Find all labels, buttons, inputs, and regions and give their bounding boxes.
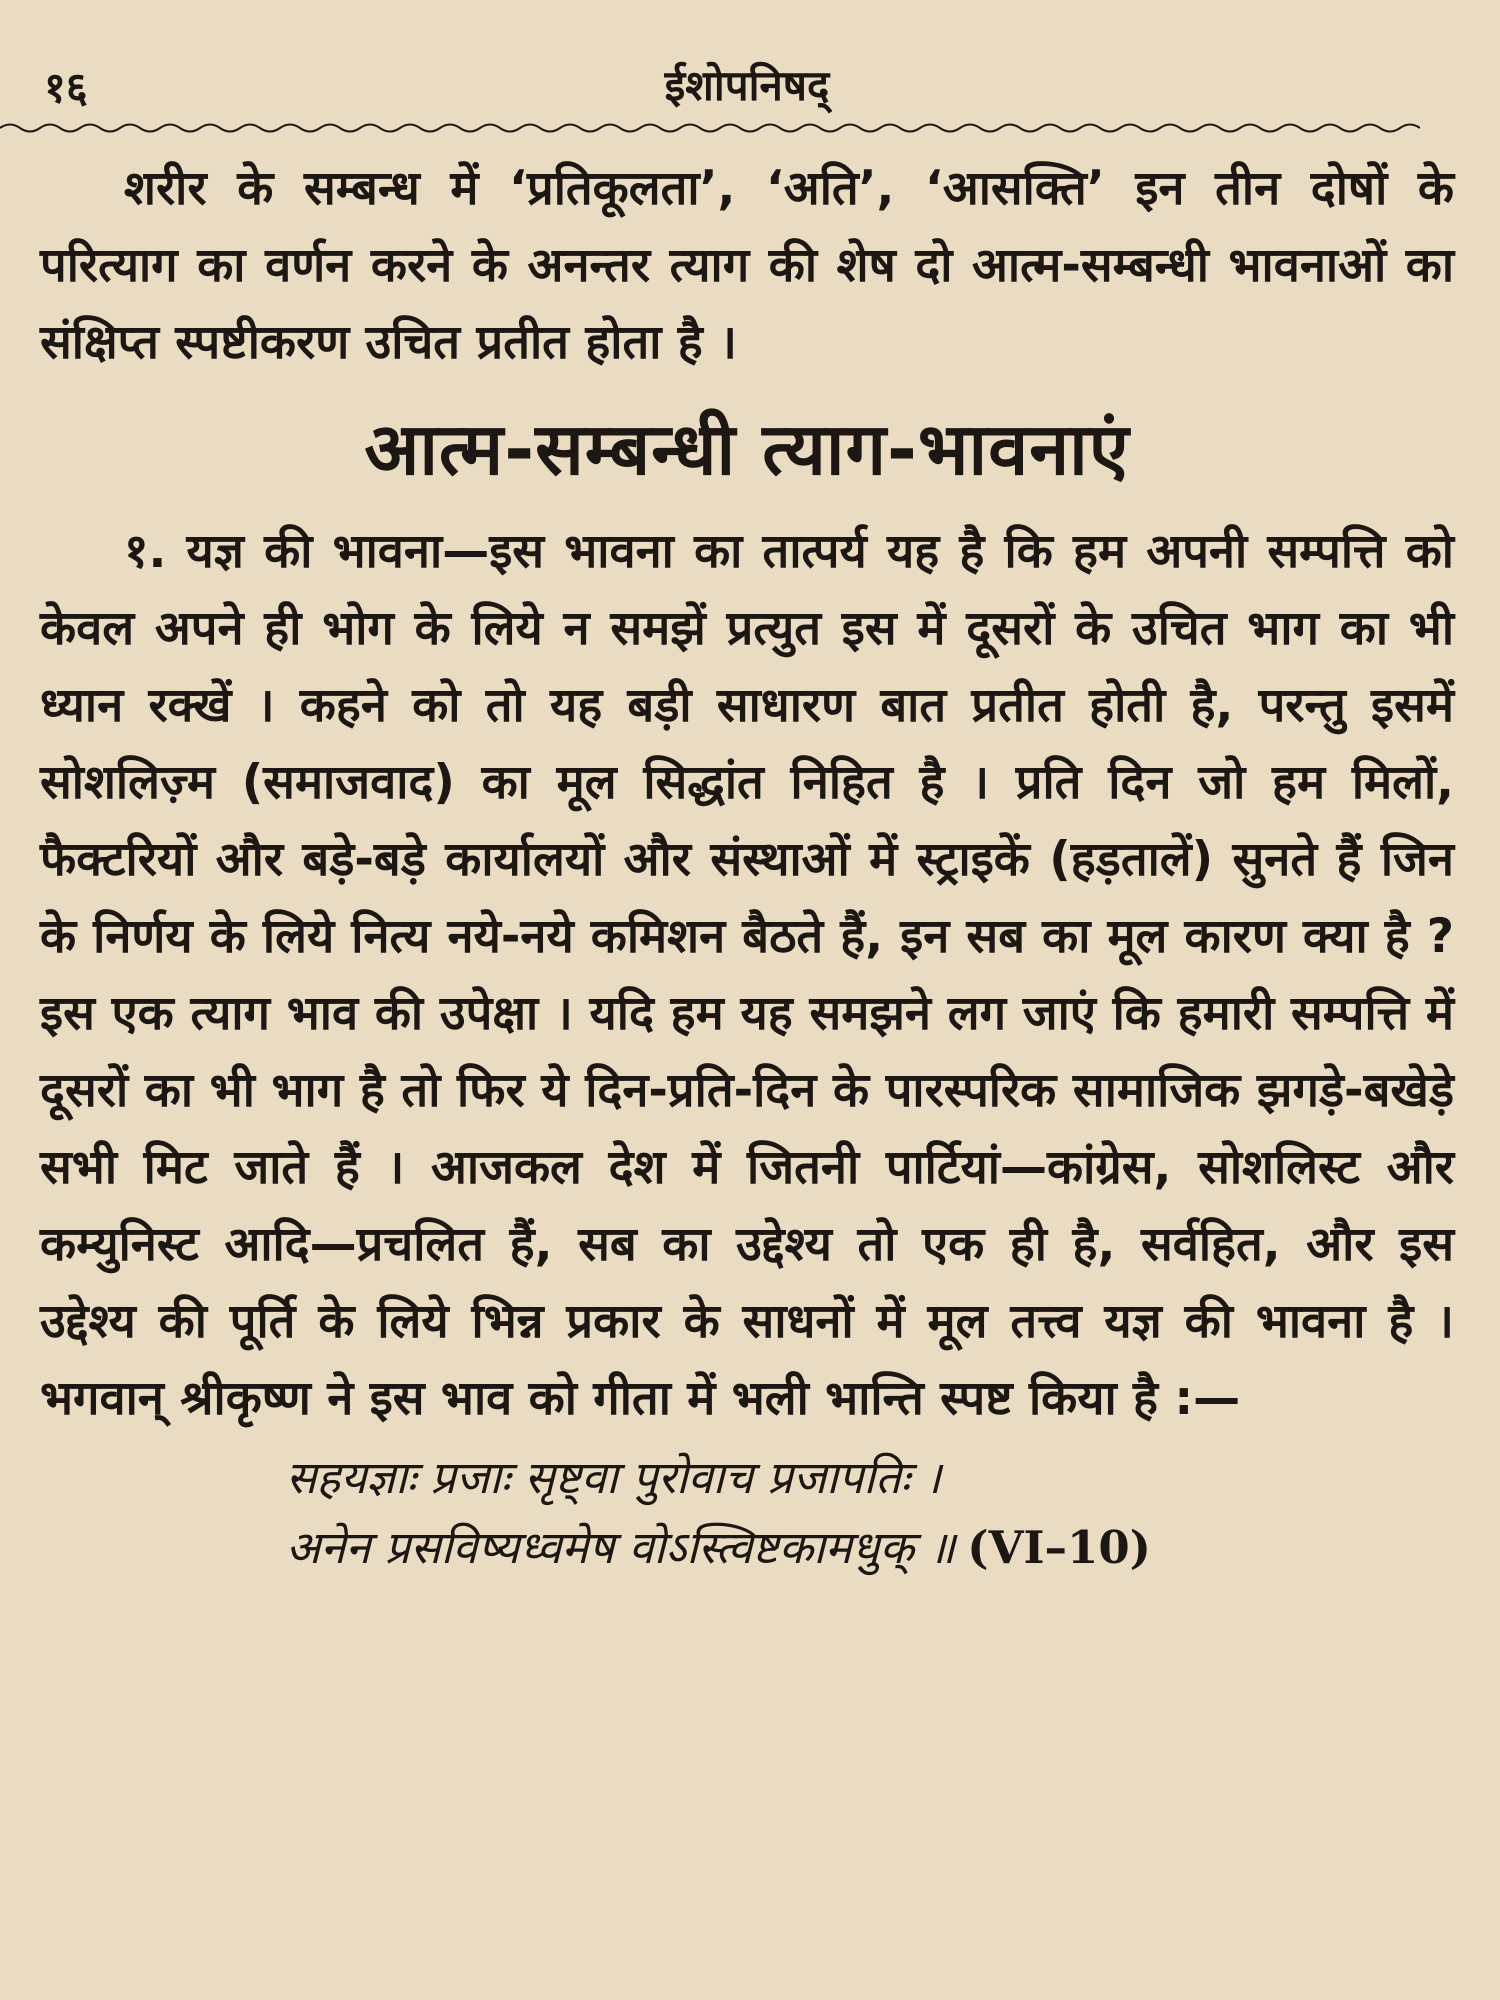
verse-line-2: अनेन प्रसविष्यध्वमेष वोऽस्त्विष्टकामधुक् ॥ bbox=[286, 1521, 956, 1574]
page-content bbox=[40, 150, 1454, 1583]
running-title: ईशोपनिषद् bbox=[664, 61, 830, 110]
wavy-rule-divider bbox=[0, 120, 1420, 136]
verse-block bbox=[286, 1443, 1454, 1583]
verse-line-1: सहयज्ञाः प्रजाः सृष्ट्वा पुरोवाच प्रजापतिः । bbox=[286, 1451, 942, 1504]
page-header bbox=[40, 0, 1454, 110]
verse-reference: (VI–10) bbox=[967, 1521, 1151, 1574]
page-number: १६ bbox=[44, 63, 88, 112]
verse-line-2-wrapper bbox=[286, 1513, 1454, 1583]
main-paragraph: १. यज्ञ की भावना—इस भावना का तात्पर्य यह है कि हम अपनी सम्पत्ति को केवल अपने ही भोग के लिये न समझें प्रत्युत इस में दूसरों के उचित भाग का भी ध्यान रक्खें । कहने को तो यह बड़ी साधारण बात प्रतीत होती है, परन्तु इसमें सोशलिज़्म (समाजवाद) का मूल सिद्धांत निहित है । प्रति दिन जो हम मिलों, फैक्टरियों और बड़े-बड़े कार्यालयों और संस्थाओं में स्ट्राइकें (हड़तालें) सुनते हैं जिन के निर्णय के लिये नित्य नये-नये कमिशन बैठते हैं, इन सब का मूल कारण क्या है ? इस एक त्याग भाव की उपेक्षा । यदि हम यह समझने लग जाएं कि हमारी सम्पत्ति में दूसरों का भी भाग है तो फिर ये दिन-प्रति-दिन के पारस्परिक सामाजिक झगड़े-बखेड़े सभी मिट जाते हैं । आजकल देश में जितनी पार्टियां—कांग्रेस, सोशलिस्ट और कम्युनिस्ट आदि—प्रचलित हैं, सब का उद्देश्य तो एक ही है, सर्वहित, और इस उद्देश्य की पूर्ति के लिये भिन्न प्रकार के साधनों में मूल तत्त्व यज्ञ की भावना है । भगवान् श्रीकृष्ण ने इस भाव को गीता में भली भान्ति स्पष्ट किया है :— bbox=[40, 524, 1454, 1426]
section-heading: आत्म-सम्बन्धी त्याग-भावनाएं bbox=[364, 407, 1130, 491]
intro-paragraph: शरीर के सम्बन्ध में ‘प्रतिकूलता’, ‘अति’, ‘आसक्ति’ इन तीन दोषों के परित्याग का वर्णन करने के अनन्तर त्याग की शेष दो आत्म-सम्बन्धी भावनाओं का संक्षिप्त स्पष्टीकरण उचित प्रतीत होता है । bbox=[40, 161, 1454, 370]
